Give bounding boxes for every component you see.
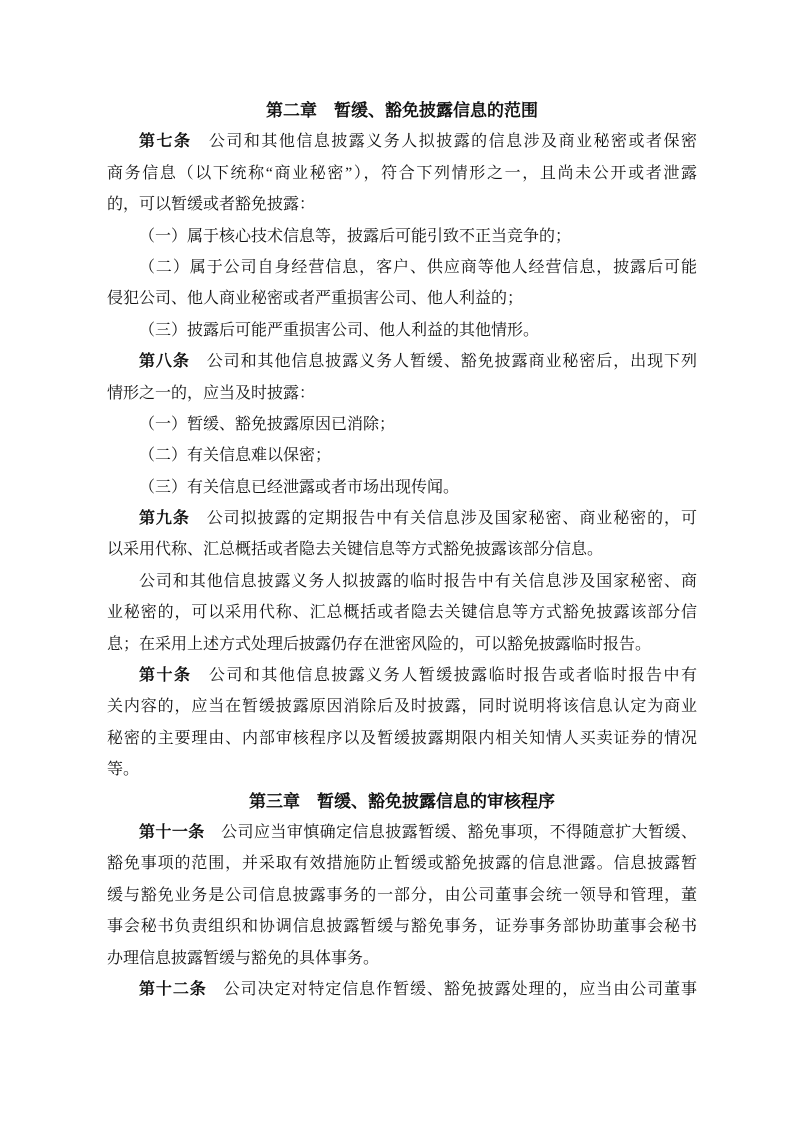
line-text: 商务信息（以下统称“商业秘密”），符合下列情形之一，且尚未公开或者泄露 [107,164,697,182]
line-text: 公司应当审慎确定信息披露暂缓、豁免事项，不得随意扩大暂缓、 [204,823,697,841]
line-text: （一）属于核心技术信息等，披露后可能引致不正当竞争的； [139,227,572,245]
line-text: （三）披露后可能严重损害公司、他人利益的其他情形。 [139,321,540,339]
chapter-heading-text: 第三章 暂缓、豁免披露信息的审核程序 [249,791,555,811]
document-line [107,472,697,503]
line-text: 公司和其他信息披露义务人拟披露的临时报告中有关信息涉及国家秘密、商 [139,572,697,590]
line-text: 以采用代称、汇总概括或者隐去关键信息等方式豁免披露该部分信息。 [107,541,604,559]
document-body [107,95,697,1005]
document-line [107,974,697,1005]
document-line [107,691,697,722]
line-text: 情形之一的，应当及时披露： [107,384,316,402]
line-text: 的，可以暂缓或者豁免披露： [107,196,316,214]
article-number: 第八条 [139,353,190,371]
document-line [107,943,697,974]
line-text: 公司和其他信息披露义务人暂缓披露临时报告或者临时报告中有 [191,667,697,685]
line-text: 事会秘书负责组织和协调信息披露暂缓与豁免事务，证券事务部协助董事会秘书 [107,918,697,936]
document-line [107,723,697,754]
document-line [107,189,697,220]
document-line [107,252,697,283]
article-number: 第十条 [139,667,192,685]
line-text: 公司拟披露的定期报告中有关信息涉及国家秘密、商业秘密的，可 [189,510,697,528]
document-line [107,440,697,471]
line-text: 办理信息披露暂缓与豁免的具体事务。 [107,949,380,967]
document-line [107,660,697,691]
line-text: 公司决定对特定信息作暂缓、豁免披露处理的，应当由公司董事 [206,980,697,998]
document-line [107,378,697,409]
line-text: （一）暂缓、豁免披露原因已消除； [139,415,396,433]
line-text: 息；在采用上述方式处理后披露仍存在泄密风险的，可以豁免披露临时报告。 [107,635,652,653]
document-line [107,503,697,534]
document-line [107,911,697,942]
line-text: 业秘密的，可以采用代称、汇总概括或者隐去关键信息等方式豁免披露该部分信 [107,604,697,622]
line-text: 缓与豁免业务是公司信息披露事务的一部分，由公司董事会统一领导和管理，董 [107,886,697,904]
document-line [107,848,697,879]
document-line [107,566,697,597]
chapter-heading [107,95,697,126]
document-line [107,629,697,660]
line-text: （二）属于公司自身经营信息，客户、供应商等他人经营信息，披露后可能 [139,258,697,276]
chapter-heading-text: 第二章 暂缓、豁免披露信息的范围 [266,101,538,120]
line-text: 秘密的主要理由、内部审核程序以及暂缓披露期限内相关知情人买卖证券的情况 [107,729,697,747]
document-line [107,158,697,189]
line-text: 公司和其他信息披露义务人暂缓、豁免披露商业秘密后，出现下列 [189,353,697,371]
document-line [107,221,697,252]
article-number: 第九条 [139,510,190,528]
document-line [107,283,697,314]
article-number: 第十二条 [139,980,207,998]
document-line [107,409,697,440]
document-line [107,534,697,565]
article-number: 第七条 [139,133,192,151]
document-line [107,315,697,346]
line-text: 豁免事项的范围，并采取有效措施防止暂缓或豁免披露的信息泄露。信息披露暂 [107,855,697,873]
line-text: 侵犯公司、他人商业秘密或者严重损害公司、他人利益的； [107,290,524,308]
document-line [107,126,697,157]
chapter-heading [107,786,697,817]
line-text: 关内容的，应当在暂缓披露原因消除后及时披露，同时说明将该信息认定为商业 [107,698,697,716]
line-text: 公司和其他信息披露义务人拟披露的信息涉及商业秘密或者保密 [191,133,697,151]
document-line [107,817,697,848]
document-line [107,597,697,628]
document-line [107,346,697,377]
line-text: （三）有关信息已经泄露或者市场出现传闻。 [139,478,460,496]
document-line [107,880,697,911]
line-text: （二）有关信息难以保密； [139,447,332,465]
line-text: 等。 [107,761,140,779]
document-line [107,754,697,785]
article-number: 第十一条 [139,823,205,841]
